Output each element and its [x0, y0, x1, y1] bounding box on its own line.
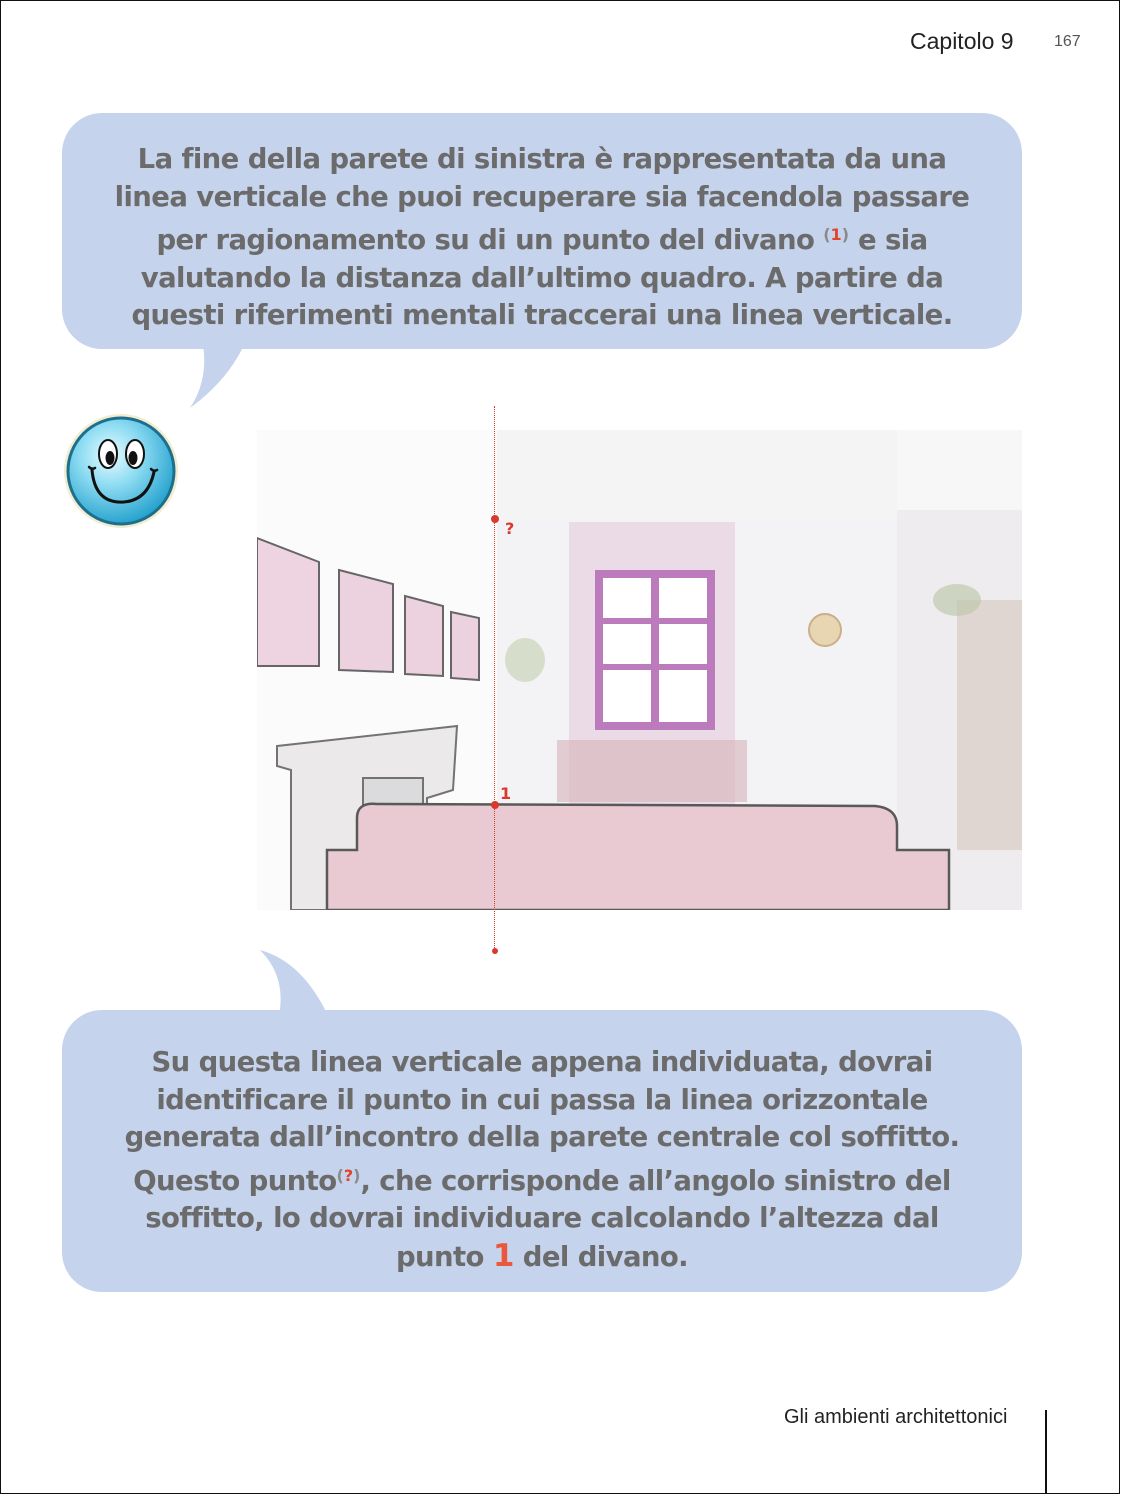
bubble-bottom-line: identificare il punto in cui passa la linea orizzontale	[156, 1083, 928, 1116]
section-footer: Gli ambienti architettonici	[784, 1406, 1008, 1428]
text-fragment: Questo punto	[133, 1164, 337, 1197]
marker-dot-question	[491, 515, 499, 523]
reference-marker-label: ?	[343, 1165, 354, 1185]
marker-label-one: 1	[500, 784, 512, 803]
bubble-top-line: linea verticale che puoi recuperare sia facendola passare	[114, 180, 970, 213]
speech-bubble-bottom	[62, 1010, 1022, 1292]
text-fragment: per ragionamento su di un punto del divano	[156, 224, 824, 256]
vertical-construction-line	[494, 406, 495, 954]
bubble-bottom-line: generata dall’incontro della parete centrale col soffitto.	[124, 1121, 960, 1153]
reference-marker: (1)	[823, 225, 849, 244]
bubble-top-line: valutando la distanza dall’ultimo quadro. A partire da	[140, 261, 944, 294]
reference-marker: (?)	[336, 1165, 361, 1185]
text-fragment: e sia	[849, 224, 928, 256]
bubble-bottom-line	[62, 1157, 1022, 1201]
bubble-bottom-line	[62, 1238, 1022, 1277]
text-fragment: del divano.	[513, 1240, 689, 1273]
bubble-bottom-line: soffitto, lo dovrai individuare calcolando l’altezza dal	[145, 1202, 939, 1234]
page-number: 167	[1054, 33, 1081, 50]
smiley-mascot-icon	[62, 412, 180, 530]
chapter-title: Capitolo 9	[910, 28, 1014, 54]
living-room-illustration	[257, 430, 1022, 910]
footer-divider	[1045, 1410, 1047, 1494]
bubble-bottom-line: Su questa linea verticale appena individuata, dovrai	[151, 1046, 933, 1078]
line-end-dot	[492, 948, 498, 954]
text-fragment: , che corrisponde all’angolo sinistro del	[360, 1164, 951, 1197]
speech-bubble-top	[62, 113, 1022, 349]
text-fragment: punto	[395, 1240, 493, 1273]
reference-marker-label: 1	[830, 225, 842, 244]
bubble-top-line: La fine della parete di sinistra è rappresentata da una	[137, 143, 947, 175]
bubble-top-line	[62, 216, 1022, 260]
point-one-marker: 1	[492, 1237, 514, 1274]
marker-dot-one	[491, 801, 499, 809]
bubble-top-line: questi riferimenti mentali traccerai una linea verticale.	[131, 299, 953, 331]
marker-label-question: ?	[505, 519, 515, 538]
